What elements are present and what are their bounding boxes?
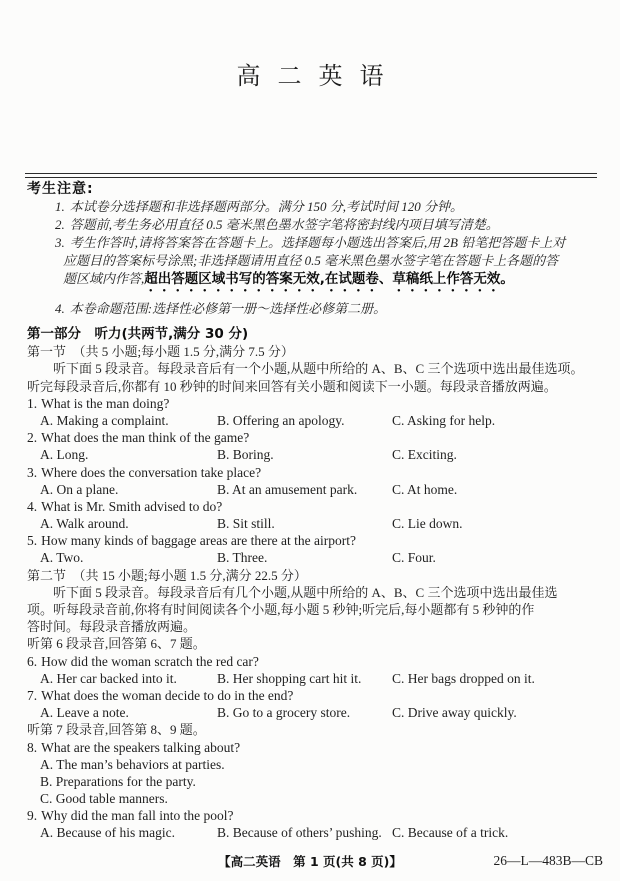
notice-item-3-emphasized-warning: 超出答题区域书写的答案无效,在试题卷、草稿纸上作答无效。 <box>144 271 514 287</box>
question-5-number: 5. <box>27 533 38 549</box>
question-4-options <box>27 515 603 532</box>
question-7 <box>27 687 603 704</box>
question-1 <box>27 395 603 412</box>
option-c: C. Lie down. <box>392 516 463 532</box>
notice-body <box>27 198 603 318</box>
question-3-options <box>27 481 603 498</box>
notice-item-3-text-1: 考生作答时,请将答案答在答题卡上。选择题每小题选出答案后,用 2B 铅笔把答题卡上对 <box>69 235 566 250</box>
option-b: B. Because of others’ pushing. <box>217 825 382 841</box>
notice-item-4-text: 本卷命题范围:选择性必修第一册～选择性必修第二册。 <box>69 301 387 316</box>
question-8-option-c: C. Good table manners. <box>40 791 168 807</box>
listening-part <box>27 326 603 842</box>
page-footer <box>0 852 620 872</box>
part1-heading: 第一部分 听力(共两节,满分 30 分) <box>27 326 249 342</box>
option-a: A. On a plane. <box>40 481 119 497</box>
option-a: A. Two. <box>40 550 84 566</box>
question-9-text: Why did the man fall into the pool? <box>41 808 234 824</box>
option-b: B. Offering an apology. <box>217 412 345 428</box>
option-c: C. At home. <box>392 481 458 497</box>
option-a: A. Leave a note. <box>40 705 129 721</box>
question-3-text: Where does the conversation take place? <box>41 464 262 480</box>
notice-item-1-number: 1. <box>55 199 65 214</box>
question-8-option-b: B. Preparations for the party. <box>40 773 196 789</box>
section2-heading: 第二节 （共 15 小题;每小题 1.5 分,满分 22.5 分） <box>27 567 307 583</box>
question-1-options <box>27 412 603 429</box>
question-4-text: What is Mr. Smith advised to do? <box>41 498 223 514</box>
option-b: B. Go to a grocery store. <box>217 705 351 721</box>
question-7-text: What does the woman decide to do in the end? <box>41 687 294 703</box>
section2-intro-line-2: 项。听每段录音前,你将有时间阅读各个小题,每小题 5 秒钟;听完后,每小题都有 5 秒钟的作 <box>27 602 535 617</box>
notice-item-3-text-3: 题区域内作答, <box>63 271 145 286</box>
question-6-number: 6. <box>27 653 38 669</box>
option-b: B. Sit still. <box>217 516 275 532</box>
section1-intro-line-1: 听下面 5 段录音。每段录音后有一个小题,从题中所给的 A、B、C 三个选项中选出最佳选项。 <box>53 361 584 377</box>
notice-item-3-line-3 <box>27 270 603 295</box>
notice-item-1 <box>27 198 603 216</box>
question-7-options <box>27 704 603 721</box>
question-4 <box>27 498 603 515</box>
question-5 <box>27 532 603 549</box>
question-8-option-a: A. The man’s behaviors at parties. <box>40 756 225 772</box>
question-2-options <box>27 446 603 463</box>
question-5-options <box>27 549 603 566</box>
audio-prompt-6: 听第 6 段录音,回答第 6、7 题。 <box>27 636 206 652</box>
audio-prompt-7: 听第 7 段录音,回答第 8、9 题。 <box>27 722 206 738</box>
option-a: A. Her car backed into it. <box>40 670 177 686</box>
section1-intro-line-2: 听完每段录音后,你都有 10 秒钟的时间来回答有关小题和阅读下一小题。每段录音播放两遍。 <box>27 378 557 394</box>
question-4-number: 4. <box>27 498 38 514</box>
notice-item-4-number: 4. <box>55 301 65 316</box>
question-8-number: 8. <box>27 739 38 755</box>
question-8 <box>27 739 603 756</box>
question-6-options <box>27 670 603 687</box>
double-rule <box>25 173 597 178</box>
option-c: C. Four. <box>392 550 436 566</box>
notice-item-2-text: 答题前,考生务必用直径 0.5 毫米黑色墨水签字笔将密封线内项目填写清楚。 <box>69 217 499 232</box>
page-title: 高二英语 <box>236 64 401 90</box>
option-a: A. Long. <box>40 447 89 463</box>
notice-section <box>27 180 603 318</box>
option-b: B. Her shopping cart hit it. <box>217 670 362 686</box>
question-2 <box>27 429 603 446</box>
notice-item-3-text-2: 应题目的答案标号涂黑;非选择题请用直径 0.5 毫米黑色墨水签字笔在答题卡上各题的答 <box>63 253 559 268</box>
footer-paper-code: 26—L—483B—CB <box>493 853 603 868</box>
question-6 <box>27 653 603 670</box>
question-1-number: 1. <box>27 395 38 411</box>
notice-item-4 <box>27 300 603 318</box>
option-c: C. Exciting. <box>392 447 457 463</box>
notice-item-3-line-1 <box>27 234 603 252</box>
option-c: C. Asking for help. <box>392 412 496 428</box>
option-b: B. At an amusement park. <box>217 481 358 497</box>
question-8-text: What are the speakers talking about? <box>41 739 241 755</box>
question-1-text: What is the man doing? <box>41 395 170 411</box>
question-3-number: 3. <box>27 464 38 480</box>
question-5-text: How many kinds of baggage areas are there at the airport? <box>41 533 356 549</box>
question-2-text: What does the man think of the game? <box>41 430 250 446</box>
notice-item-2-number: 2. <box>55 217 65 232</box>
section1-heading: 第一节 （共 5 小题;每小题 1.5 分,满分 7.5 分） <box>27 344 294 360</box>
option-a: A. Because of his magic. <box>40 825 175 841</box>
question-3 <box>27 464 603 481</box>
option-c: C. Her bags dropped on it. <box>392 670 535 686</box>
notice-item-1-text: 本试卷分选择题和非选择题两部分。满分 150 分,考试时间 120 分钟。 <box>69 199 464 214</box>
question-6-text: How did the woman scratch the red car? <box>41 653 259 669</box>
option-b: B. Boring. <box>217 447 274 463</box>
notice-item-2 <box>27 216 603 234</box>
section2-intro-line-1: 听下面 5 段录音。每段录音后有几个小题,从题中所给的 A、B、C 三个选项中选出最佳选 <box>53 584 558 600</box>
notice-item-3-line-2 <box>27 252 603 270</box>
option-c: C. Because of a trick. <box>392 825 509 841</box>
option-c: C. Drive away quickly. <box>392 705 517 721</box>
question-9-options <box>27 824 603 841</box>
footer-page-info: 【高二英语 第 1 页(共 8 页)】 <box>218 854 402 869</box>
question-2-number: 2. <box>27 430 38 446</box>
question-7-number: 7. <box>27 687 38 703</box>
question-9-number: 9. <box>27 808 38 824</box>
option-a: A. Making a complaint. <box>40 412 169 428</box>
notice-item-3-number: 3. <box>55 235 65 250</box>
section2-intro-line-3: 答时间。每段录音播放两遍。 <box>27 619 197 635</box>
option-a: A. Walk around. <box>40 516 129 532</box>
notice-heading: 考生注意: <box>27 181 94 197</box>
option-b: B. Three. <box>217 550 268 566</box>
question-9 <box>27 807 603 824</box>
